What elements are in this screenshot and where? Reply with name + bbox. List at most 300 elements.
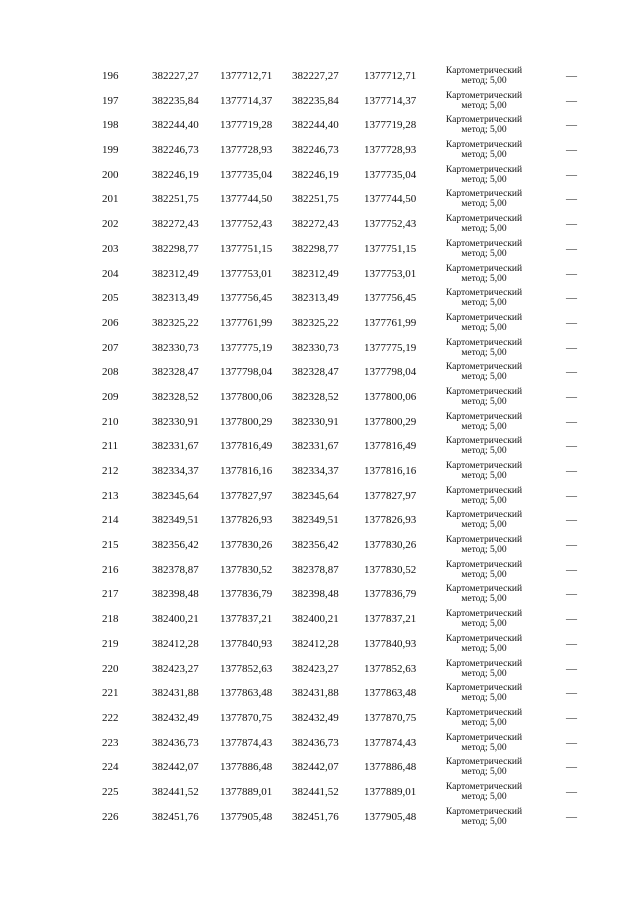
table-row [0, 286, 640, 311]
y-existing-cell: 1377830,26 [220, 539, 273, 552]
y-refined-cell: 1377719,28 [364, 119, 417, 132]
x-existing-cell: 382378,87 [152, 563, 199, 576]
table-row [0, 360, 640, 385]
x-refined-cell: 382272,43 [292, 218, 339, 231]
method-accuracy-cell [434, 533, 534, 555]
y-existing-cell: 1377744,50 [220, 193, 273, 206]
x-refined-cell: 382334,37 [292, 465, 339, 477]
x-existing-cell: 382330,91 [152, 415, 199, 428]
x-refined-cell: 382244,40 [292, 119, 339, 132]
x-existing-cell: 382227,27 [152, 70, 199, 82]
x-existing-cell: 382432,49 [152, 711, 199, 724]
method-name-text: Картометрический [445, 214, 523, 225]
method-name-text: Картометрический [445, 732, 523, 743]
x-refined-cell: 382325,22 [292, 316, 339, 329]
x-existing-cell: 382349,51 [152, 514, 199, 527]
method-accuracy-cell [434, 64, 534, 86]
y-existing-cell: 1377889,01 [220, 785, 273, 798]
point-number-cell: 226 [102, 810, 119, 823]
note-dash-cell: — [566, 711, 577, 724]
y-existing-cell: 1377800,29 [220, 415, 273, 428]
table-row [0, 138, 640, 163]
note-dash-cell: — [566, 489, 577, 502]
point-number-cell: 202 [102, 218, 119, 231]
y-refined-cell: 1377886,48 [364, 761, 417, 774]
method-name-text: Картометрический [445, 66, 523, 76]
x-refined-cell: 382298,77 [292, 242, 339, 255]
table-row [0, 558, 640, 583]
x-refined-cell: 382330,91 [292, 415, 339, 428]
method-accuracy-text: метод; 5,00 [461, 742, 507, 753]
method-accuracy-text: метод; 5,00 [461, 174, 507, 185]
x-refined-cell: 382349,51 [292, 514, 339, 527]
method-name-text: Картометрический [445, 238, 523, 249]
method-accuracy-cell [434, 755, 534, 777]
note-dash-cell: — [566, 316, 577, 329]
x-existing-cell: 382246,73 [152, 144, 199, 157]
method-name-text: Картометрический [445, 288, 523, 299]
x-existing-cell: 382451,76 [152, 810, 199, 823]
method-accuracy-text: метод; 5,00 [461, 248, 507, 259]
note-dash-cell: — [566, 390, 577, 403]
x-existing-cell: 382313,49 [152, 292, 199, 305]
method-accuracy-cell [434, 385, 534, 407]
y-existing-cell: 1377752,43 [220, 218, 273, 231]
note-dash-cell: — [566, 193, 577, 206]
method-accuracy-cell [434, 89, 534, 111]
y-refined-cell: 1377836,79 [364, 588, 417, 601]
x-existing-cell: 382442,07 [152, 761, 199, 774]
x-refined-cell: 382328,52 [292, 390, 339, 403]
method-accuracy-cell [434, 434, 534, 456]
y-existing-cell: 1377756,45 [220, 292, 273, 305]
method-accuracy-text: метод; 5,00 [461, 594, 507, 605]
y-refined-cell: 1377752,43 [364, 218, 417, 231]
method-accuracy-text: метод; 5,00 [461, 199, 507, 210]
point-number-cell: 200 [102, 168, 119, 181]
x-refined-cell: 382431,88 [292, 687, 339, 700]
point-number-cell: 210 [102, 415, 119, 428]
method-name-text: Картометрический [445, 806, 523, 817]
x-existing-cell: 382423,27 [152, 662, 199, 675]
method-name-text: Картометрический [445, 189, 523, 200]
method-name-text: Картометрический [445, 386, 523, 397]
x-refined-cell: 382235,84 [292, 94, 339, 107]
method-accuracy-cell [434, 731, 534, 753]
method-accuracy-cell [434, 706, 534, 728]
note-dash-cell: — [566, 563, 577, 576]
table-row [0, 311, 640, 336]
y-existing-cell: 1377905,48 [220, 810, 273, 823]
method-name-text: Картометрический [445, 658, 523, 669]
x-existing-cell: 382412,28 [152, 637, 199, 650]
y-existing-cell: 1377874,43 [220, 736, 273, 749]
table-row [0, 64, 640, 89]
point-number-cell: 196 [102, 70, 119, 82]
x-existing-cell: 382246,19 [152, 168, 199, 181]
note-dash-cell: — [566, 440, 577, 453]
y-refined-cell: 1377870,75 [364, 711, 417, 724]
method-name-text: Картометрический [445, 683, 523, 694]
x-existing-cell: 382272,43 [152, 218, 199, 231]
note-dash-cell: — [566, 465, 577, 477]
method-name-text: Картометрический [445, 559, 523, 570]
x-existing-cell: 382431,88 [152, 687, 199, 700]
y-refined-cell: 1377751,15 [364, 242, 417, 255]
x-existing-cell: 382298,77 [152, 242, 199, 255]
method-accuracy-text: метод; 5,00 [461, 298, 507, 309]
method-accuracy-cell [434, 262, 534, 284]
point-number-cell: 206 [102, 316, 119, 329]
method-accuracy-text: метод; 5,00 [461, 767, 507, 778]
x-refined-cell: 382451,76 [292, 810, 339, 823]
point-number-cell: 208 [102, 366, 119, 379]
x-existing-cell: 382235,84 [152, 94, 199, 107]
y-existing-cell: 1377798,04 [220, 366, 273, 379]
table-row [0, 582, 640, 607]
table-row [0, 410, 640, 435]
method-accuracy-cell [434, 237, 534, 259]
y-refined-cell: 1377756,45 [364, 292, 417, 305]
y-existing-cell: 1377863,48 [220, 687, 273, 700]
y-refined-cell: 1377827,97 [364, 489, 417, 502]
method-name-text: Картометрический [445, 115, 523, 126]
point-number-cell: 211 [102, 440, 119, 453]
method-accuracy-text: метод; 5,00 [461, 224, 507, 235]
method-accuracy-text: метод; 5,00 [461, 569, 507, 580]
note-dash-cell: — [566, 70, 577, 82]
x-refined-cell: 382442,07 [292, 761, 339, 774]
x-refined-cell: 382328,47 [292, 366, 339, 379]
note-dash-cell: — [566, 242, 577, 255]
method-name-text: Картометрический [445, 485, 523, 496]
method-accuracy-cell [434, 163, 534, 185]
y-existing-cell: 1377816,16 [220, 465, 273, 477]
point-number-cell: 205 [102, 292, 119, 305]
method-accuracy-cell [434, 113, 534, 135]
method-name-text: Картометрический [445, 164, 523, 175]
method-accuracy-text: метод; 5,00 [461, 643, 507, 654]
table-row [0, 89, 640, 114]
method-accuracy-text: метод; 5,00 [461, 816, 507, 827]
method-accuracy-text: метод; 5,00 [461, 396, 507, 407]
note-dash-cell: — [566, 637, 577, 650]
method-name-text: Картометрический [445, 535, 523, 546]
point-number-cell: 224 [102, 761, 119, 774]
x-existing-cell: 382345,64 [152, 489, 199, 502]
note-dash-cell: — [566, 687, 577, 700]
table-row [0, 657, 640, 682]
x-refined-cell: 382312,49 [292, 267, 339, 280]
note-dash-cell: — [566, 292, 577, 305]
method-name-text: Картометрический [445, 609, 523, 620]
y-existing-cell: 1377753,01 [220, 267, 273, 280]
y-existing-cell: 1377712,71 [220, 70, 273, 82]
x-existing-cell: 382330,73 [152, 341, 199, 354]
x-refined-cell: 382356,42 [292, 539, 339, 552]
note-dash-cell: — [566, 144, 577, 157]
point-number-cell: 212 [102, 465, 119, 477]
x-refined-cell: 382331,67 [292, 440, 339, 453]
x-existing-cell: 382325,22 [152, 316, 199, 329]
x-refined-cell: 382436,73 [292, 736, 339, 749]
method-accuracy-cell [434, 607, 534, 629]
x-existing-cell: 382436,73 [152, 736, 199, 749]
note-dash-cell: — [566, 168, 577, 181]
point-number-cell: 215 [102, 539, 119, 552]
note-dash-cell: — [566, 94, 577, 107]
x-refined-cell: 382251,75 [292, 193, 339, 206]
method-accuracy-cell [434, 286, 534, 308]
table-row [0, 484, 640, 509]
x-refined-cell: 382313,49 [292, 292, 339, 305]
table-row [0, 113, 640, 138]
y-refined-cell: 1377744,50 [364, 193, 417, 206]
x-existing-cell: 382400,21 [152, 613, 199, 626]
y-existing-cell: 1377840,93 [220, 637, 273, 650]
method-accuracy-text: метод; 5,00 [461, 76, 507, 86]
point-number-cell: 225 [102, 785, 119, 798]
method-accuracy-text: метод; 5,00 [461, 471, 507, 481]
method-name-text: Картометрический [445, 633, 523, 644]
method-name-text: Картометрический [445, 707, 523, 718]
method-name-text: Картометрический [445, 90, 523, 101]
y-existing-cell: 1377830,52 [220, 563, 273, 576]
note-dash-cell: — [566, 613, 577, 626]
y-existing-cell: 1377719,28 [220, 119, 273, 132]
note-dash-cell: — [566, 119, 577, 132]
x-existing-cell: 382331,67 [152, 440, 199, 453]
method-accuracy-text: метод; 5,00 [461, 717, 507, 728]
y-existing-cell: 1377837,21 [220, 613, 273, 626]
point-number-cell: 201 [102, 193, 119, 206]
method-accuracy-text: метод; 5,00 [461, 322, 507, 333]
y-refined-cell: 1377753,01 [364, 267, 417, 280]
table-row [0, 533, 640, 558]
x-refined-cell: 382246,73 [292, 144, 339, 157]
x-refined-cell: 382330,73 [292, 341, 339, 354]
y-existing-cell: 1377761,99 [220, 316, 273, 329]
method-accuracy-text: метод; 5,00 [461, 520, 507, 531]
note-dash-cell: — [566, 415, 577, 428]
table-row [0, 385, 640, 410]
y-existing-cell: 1377714,37 [220, 94, 273, 107]
table-row [0, 434, 640, 459]
method-accuracy-text: метод; 5,00 [461, 125, 507, 136]
method-accuracy-text: метод; 5,00 [461, 446, 507, 457]
note-dash-cell: — [566, 539, 577, 552]
method-accuracy-text: метод; 5,00 [461, 545, 507, 556]
x-refined-cell: 382423,27 [292, 662, 339, 675]
point-number-cell: 198 [102, 119, 119, 132]
note-dash-cell: — [566, 341, 577, 354]
y-existing-cell: 1377836,79 [220, 588, 273, 601]
y-refined-cell: 1377798,04 [364, 366, 417, 379]
point-number-cell: 220 [102, 662, 119, 675]
table-row [0, 508, 640, 533]
y-refined-cell: 1377761,99 [364, 316, 417, 329]
method-accuracy-cell [434, 360, 534, 382]
y-existing-cell: 1377827,97 [220, 489, 273, 502]
x-refined-cell: 382432,49 [292, 711, 339, 724]
point-number-cell: 221 [102, 687, 119, 700]
y-existing-cell: 1377816,49 [220, 440, 273, 453]
method-accuracy-cell [434, 558, 534, 580]
point-number-cell: 217 [102, 588, 119, 601]
y-existing-cell: 1377751,15 [220, 242, 273, 255]
y-refined-cell: 1377837,21 [364, 613, 417, 626]
method-accuracy-text: метод; 5,00 [461, 372, 507, 383]
method-name-text: Картометрический [445, 263, 523, 274]
point-number-cell: 213 [102, 489, 119, 502]
method-accuracy-cell [434, 311, 534, 333]
x-existing-cell: 382328,52 [152, 390, 199, 403]
y-refined-cell: 1377800,06 [364, 390, 417, 403]
x-refined-cell: 382412,28 [292, 637, 339, 650]
point-number-cell: 222 [102, 711, 119, 724]
method-accuracy-text: метод; 5,00 [461, 347, 507, 358]
y-existing-cell: 1377735,04 [220, 168, 273, 181]
method-name-text: Картометрический [445, 461, 523, 471]
method-accuracy-cell [434, 484, 534, 506]
point-number-cell: 223 [102, 736, 119, 749]
table-row [0, 163, 640, 188]
y-existing-cell: 1377775,19 [220, 341, 273, 354]
y-existing-cell: 1377728,93 [220, 144, 273, 157]
y-refined-cell: 1377714,37 [364, 94, 417, 107]
y-refined-cell: 1377735,04 [364, 168, 417, 181]
point-number-cell: 203 [102, 242, 119, 255]
point-number-cell: 209 [102, 390, 119, 403]
point-number-cell: 199 [102, 144, 119, 157]
method-accuracy-text: метод; 5,00 [461, 619, 507, 630]
table-row [0, 262, 640, 287]
y-refined-cell: 1377874,43 [364, 736, 417, 749]
table-row [0, 607, 640, 632]
method-name-text: Картометрический [445, 337, 523, 348]
method-accuracy-cell [434, 336, 534, 358]
y-refined-cell: 1377816,49 [364, 440, 417, 453]
note-dash-cell: — [566, 761, 577, 774]
x-existing-cell: 382251,75 [152, 193, 199, 206]
y-refined-cell: 1377840,93 [364, 637, 417, 650]
x-existing-cell: 382356,42 [152, 539, 199, 552]
note-dash-cell: — [566, 662, 577, 675]
method-name-text: Картометрический [445, 312, 523, 323]
method-accuracy-cell [434, 582, 534, 604]
y-refined-cell: 1377830,26 [364, 539, 417, 552]
method-accuracy-text: метод; 5,00 [461, 421, 507, 432]
x-existing-cell: 382312,49 [152, 267, 199, 280]
method-accuracy-text: метод; 5,00 [461, 693, 507, 704]
y-refined-cell: 1377712,71 [364, 70, 417, 82]
method-accuracy-cell [434, 212, 534, 234]
table-row [0, 187, 640, 212]
note-dash-cell: — [566, 218, 577, 231]
y-refined-cell: 1377826,93 [364, 514, 417, 527]
point-number-cell: 218 [102, 613, 119, 626]
method-name-text: Картометрический [445, 362, 523, 373]
method-accuracy-cell [434, 459, 534, 481]
note-dash-cell: — [566, 810, 577, 823]
point-number-cell: 197 [102, 94, 119, 107]
x-refined-cell: 382378,87 [292, 563, 339, 576]
x-refined-cell: 382441,52 [292, 785, 339, 798]
method-accuracy-cell [434, 681, 534, 703]
y-refined-cell: 1377728,93 [364, 144, 417, 157]
table-row [0, 237, 640, 262]
y-refined-cell: 1377852,63 [364, 662, 417, 675]
point-number-cell: 214 [102, 514, 119, 527]
point-number-cell: 204 [102, 267, 119, 280]
x-refined-cell: 382227,27 [292, 70, 339, 82]
method-accuracy-text: метод; 5,00 [461, 273, 507, 284]
note-dash-cell: — [566, 267, 577, 280]
point-number-cell: 216 [102, 563, 119, 576]
method-accuracy-text: метод; 5,00 [461, 150, 507, 161]
y-refined-cell: 1377905,48 [364, 810, 417, 823]
y-existing-cell: 1377826,93 [220, 514, 273, 527]
table-row [0, 731, 640, 756]
table-row [0, 459, 640, 484]
y-refined-cell: 1377863,48 [364, 687, 417, 700]
table-row [0, 780, 640, 805]
point-number-cell: 219 [102, 637, 119, 650]
coordinates-table [0, 64, 640, 829]
y-existing-cell: 1377870,75 [220, 711, 273, 724]
y-existing-cell: 1377852,63 [220, 662, 273, 675]
x-existing-cell: 382441,52 [152, 785, 199, 798]
y-refined-cell: 1377775,19 [364, 341, 417, 354]
method-name-text: Картометрический [445, 757, 523, 768]
x-refined-cell: 382345,64 [292, 489, 339, 502]
table-row [0, 212, 640, 237]
method-name-text: Картометрический [445, 584, 523, 595]
method-accuracy-text: метод; 5,00 [461, 791, 507, 802]
method-accuracy-text: метод; 5,00 [461, 495, 507, 506]
method-accuracy-cell [434, 657, 534, 679]
point-number-cell: 207 [102, 341, 119, 354]
x-existing-cell: 382334,37 [152, 465, 199, 477]
y-refined-cell: 1377889,01 [364, 785, 417, 798]
table-row [0, 805, 640, 830]
x-existing-cell: 382328,47 [152, 366, 199, 379]
x-refined-cell: 382246,19 [292, 168, 339, 181]
method-accuracy-cell [434, 632, 534, 654]
y-existing-cell: 1377886,48 [220, 761, 273, 774]
x-existing-cell: 382398,48 [152, 588, 199, 601]
note-dash-cell: — [566, 366, 577, 379]
method-accuracy-cell [434, 410, 534, 432]
method-accuracy-cell [434, 780, 534, 802]
method-name-text: Картометрический [445, 510, 523, 521]
method-name-text: Картометрический [445, 436, 523, 447]
method-accuracy-cell [434, 187, 534, 209]
note-dash-cell: — [566, 736, 577, 749]
y-refined-cell: 1377816,16 [364, 465, 417, 477]
note-dash-cell: — [566, 785, 577, 798]
x-refined-cell: 382400,21 [292, 613, 339, 626]
method-name-text: Картометрический [445, 140, 523, 151]
y-refined-cell: 1377800,29 [364, 415, 417, 428]
x-refined-cell: 382398,48 [292, 588, 339, 601]
method-accuracy-cell [434, 805, 534, 827]
table-row [0, 706, 640, 731]
method-accuracy-text: метод; 5,00 [461, 668, 507, 679]
y-existing-cell: 1377800,06 [220, 390, 273, 403]
x-existing-cell: 382244,40 [152, 119, 199, 132]
method-accuracy-cell [434, 508, 534, 530]
